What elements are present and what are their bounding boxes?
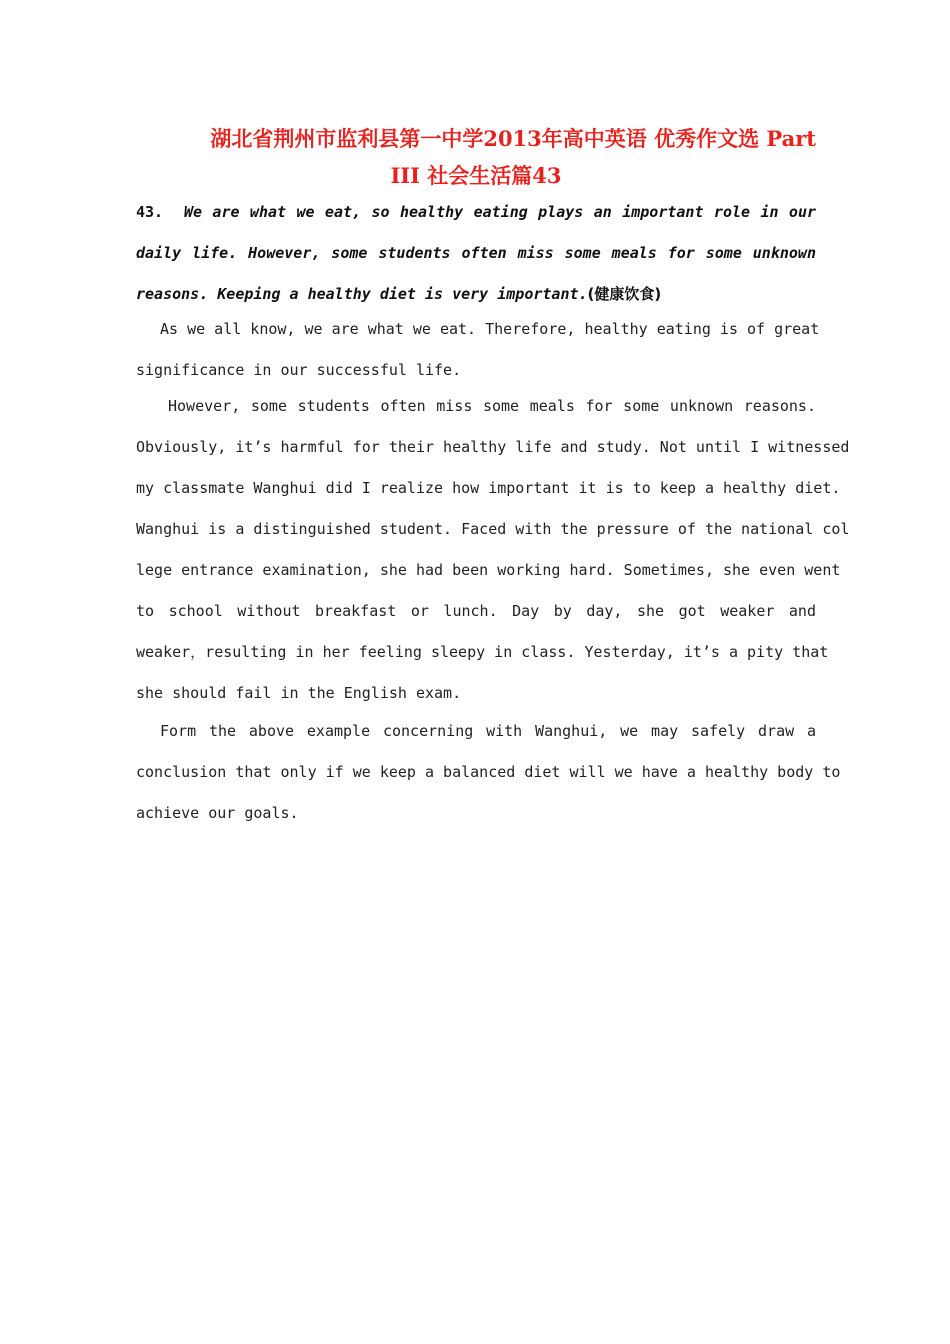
paragraph-line: However, some students often miss some meals for some unknown reasons. [168, 397, 816, 415]
paragraph-line: she should fail in the English exam. [136, 684, 462, 702]
paragraph-line: significance in our successful life. [136, 361, 462, 379]
essay-paragraph-2 [136, 386, 850, 714]
paragraph-line: conclusion that only if we keep a balanced diet will we have a healthy body to [136, 763, 841, 781]
prompt-line-2: daily life. However, some students often miss some meals for some unknown [136, 244, 816, 262]
prompt-line-3: reasons. Keeping a healthy diet is very important.(健康饮食) [136, 285, 662, 303]
paragraph-line: Wanghui is a distinguished student. Faced with the pressure of the national col [136, 520, 850, 538]
title-line-2: III 社会生活篇43 [390, 163, 562, 188]
essay-prompt [136, 192, 816, 315]
paragraph-line: lege entrance examination, she had been working hard. Sometimes, she even went [136, 561, 841, 579]
prompt-topic: (健康饮食) [587, 285, 662, 303]
paragraph-line: Form the above example concerning with Wanghui, we may safely draw a [160, 722, 816, 740]
essay-paragraph-1 [136, 309, 820, 391]
paragraph-line: to school without breakfast or lunch. Day by day, she got weaker and [136, 602, 816, 620]
question-number: 43. [136, 203, 164, 221]
document-title [136, 120, 816, 194]
paragraph-line: my classmate Wanghui did I realize how important it is to keep a healthy diet. [136, 479, 841, 497]
paragraph-line: weaker，resulting in her feeling sleepy in class. Yesterday, it’s a pity that [136, 643, 829, 661]
title-line-1: 湖北省荆州市监利县第一中学2013年高中英语 优秀作文选 Part [210, 126, 816, 151]
paragraph-line: As we all know, we are what we eat. Therefore, healthy eating is of great [160, 320, 820, 338]
paragraph-line: achieve our goals. [136, 804, 299, 822]
paragraph-line: Obviously, it’s harmful for their healthy life and study. Not until I witnessed [136, 438, 850, 456]
prompt-line-1: 43. We are what we eat, so healthy eating plays an important role in our [136, 203, 817, 221]
essay-paragraph-3 [136, 711, 841, 834]
